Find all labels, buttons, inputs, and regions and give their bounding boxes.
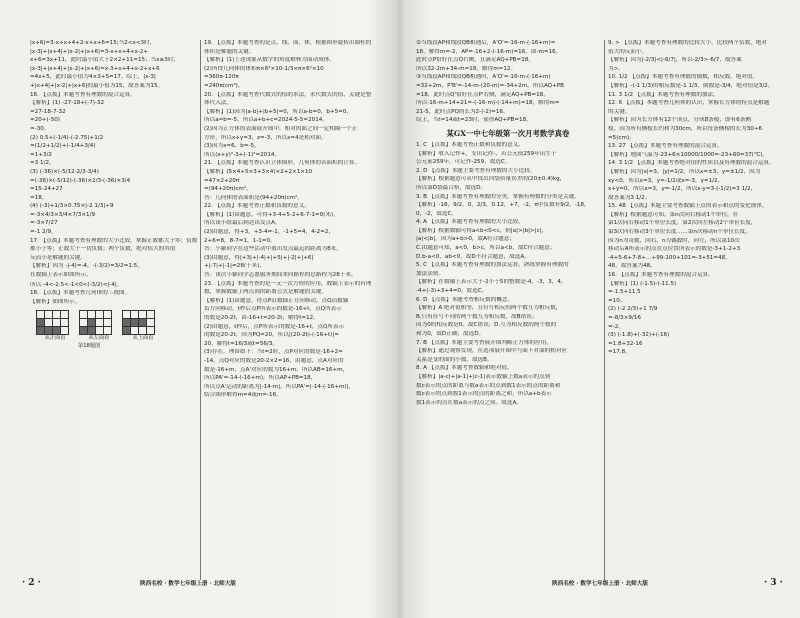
text-line: 【解析】因为长方体有12个顶点，分成8条棱，即有6条侧	[608, 117, 751, 124]
text-line: =10。	[608, 297, 626, 304]
text-line: 第1次向右移动1个单位长度，第2次向左移动2个单位长度，	[608, 220, 757, 227]
text-line: 因为0的相反数是0，故C错误；D.互为相反数的两个数的	[416, 322, 557, 329]
front-view-grid	[36, 310, 69, 335]
left-column-2	[204, 40, 388, 580]
text-line: 16. 【点拨】本题考查有理数的混合运算。	[608, 272, 714, 279]
text-line: (2)由题意，t秒后，点P所表示的数是-16+t，点Q所表示	[204, 323, 345, 330]
text-line: =1.8+32-16	[608, 340, 643, 347]
text-line: 11. 3 1/2 【点拨】本题考查有理数的加法。	[608, 91, 719, 98]
text-line: 所以点A'运动的距离为|-14-m|，所以PA'=|-14-(-16+m)|，	[204, 383, 355, 390]
text-line: =47×2+20π	[204, 177, 240, 184]
text-line: 所以 -4<-2.5<-1<0<(-3/2)<|-4|。	[30, 281, 123, 288]
right-page	[402, 0, 800, 618]
text-line: 【解析】(1)上述现象从数学的角度解释为面动成体。	[204, 57, 335, 64]
text-line: 的数是20-2t，因为PQ=20，所以|(20-2t)-(-16+t)|=	[204, 332, 339, 339]
text-line: (2)因为正方体的表面展开图中，相对的面之间一定相隔一个正	[204, 125, 358, 132]
text-line: 都小于零；正数大于一切负数；两个负数，绝对值大的其值	[30, 246, 176, 253]
text-line: 【解析】(1)由题意，可得+3-4+5-2+6-7-1=0(米)，	[204, 211, 339, 218]
text-line: 10. 1/2 【点拨】本题考查有理数的倒数，相反数，绝对值。	[608, 74, 759, 81]
text-line: 【解析】地面气温为-23+6×10000/1000=-23+60=37(℃)。	[608, 151, 769, 158]
left-page	[0, 0, 398, 618]
text-line: =15-24+27	[30, 186, 63, 193]
text-line: 19. 【点拨】本题考查的是点、线、面、体，根据图形旋转出圆柱的	[204, 40, 372, 46]
text-line: 结合图形解得m=4或m=-16。	[204, 392, 282, 399]
text-line: (2)所得几何体的体积π×6²×10-1/3×π×6²×10	[204, 65, 324, 72]
text-line: (4) (-3)+1/3×0.75×|-2 1/3|÷9	[30, 203, 114, 210]
text-line: 13. 27 【点拨】本题考查有理数的混合运算。	[608, 143, 723, 150]
text-line: =-30。	[30, 125, 50, 132]
text-line: -4+5-6+7-8+…+99-100+101=-3+51=48，	[608, 254, 731, 261]
text-line: 3. B 【点拨】本题考查有理数的分类，掌握有理数的分类是关键。	[416, 193, 580, 200]
text-line: (2) 0.5+(-1/4)-(-2.75)+1/2	[30, 134, 104, 141]
text-line: 关系是变的面的小数。故选B。	[416, 356, 493, 363]
view-caption: 从正面看	[44, 335, 66, 342]
text-line: -14，点Q对应的数是20-2×2=16，由题意，点A对应的	[204, 357, 344, 364]
text-line: 所以32-2m+34-m=18，解得m=12。	[416, 65, 517, 72]
text-line: 体积是解题的关键。	[204, 48, 255, 55]
text-line: 20. 【点拨】本题考查代数式的值的求法，求代数式的值，关键是整	[204, 91, 372, 98]
text-line: 反而小是解题的关键。	[30, 254, 86, 261]
left-view-grid	[79, 310, 112, 335]
text-line: 【解析】根据题意可知，第n次向右移动1个单位，在	[608, 211, 739, 218]
text-line: 公元前259年，可记作-259，故选C。	[416, 159, 511, 166]
text-line: =-8/3×9/16	[608, 315, 641, 321]
text-line: 【解析】-18，9/2，0，2/3，0.12，+7，-2，π中负数有9/2，-18，	[416, 202, 590, 209]
text-line: =3 1/2。	[30, 160, 55, 167]
text-line: 移动后A所表示的点在点位置所表示的数是-3+1-2+3	[608, 246, 741, 253]
page-footer: 陕西名校 · 数学七年级上册 · 北师大版	[552, 581, 648, 587]
text-line: 所以-16-m+14+21=-(-16-m)-(-14+m)=18，解得m=	[416, 100, 560, 107]
text-line: (2)由题意，得+3，+3-4=-1，-1+5=4，4-2=2，	[204, 229, 335, 236]
text-line: D.b-a<0，ab<0，故D不符合题意，故选A。	[416, 253, 530, 260]
text-line: 答：几何体的表面积是(94+20π)cm²。	[204, 194, 303, 201]
text-line: (2) (-2 2/3)÷1 7/9	[608, 306, 658, 313]
text-line: 【解析】因为|x|=3，|y|=1/2，所以x=±3，y=±1/2，因为	[608, 168, 761, 175]
column-divider	[604, 40, 605, 580]
text-line: 第3次向右移动3个单位长度……第n次移动n个单位长度，	[608, 229, 751, 236]
page-number: · 2 ·	[22, 578, 41, 588]
text-line: 15. 48 【点拨】本题主要考查数轴上点的表示和点的变化规律。	[608, 203, 768, 210]
text-line: 体代入法。	[204, 100, 232, 107]
text-line: 在数轴上表示如图所示。	[30, 272, 92, 279]
text-line: 14. 3 1/2 【点拨】本题考查绝对值的性质以及有理数的混合运算。	[608, 160, 775, 167]
text-line: =5(cm)。	[608, 134, 635, 141]
text-line: 和为0，故D正确；故选D。	[416, 331, 485, 337]
text-line: B.只有符号不同的两个数互为相反数，故B错误；	[416, 313, 538, 320]
right-column-1	[416, 40, 600, 580]
text-line: =(94+20π)cm²。	[204, 186, 252, 193]
text-line: 所以(x+y)²-3+(-1)²=2014。	[204, 151, 281, 158]
text-line: 【解析】根据题意可从中找出四袋质量误差的(20±0.4)kg，	[416, 176, 566, 183]
text-line: 棱。因为所有侧棱长约和为30cm，所以每条侧棱的长为30÷6	[608, 125, 763, 132]
text-line: 【解析】|a-c|+|a-1|+|c-1|表示数轴上数a表示的点到	[416, 373, 551, 380]
text-line: 12. 6 【点拨】本题考查几何体的认识，掌握长方体的特点是解题	[608, 100, 770, 107]
text-line: 【解析】(5×4+5×3+3×4)×2+2×1×10	[204, 168, 313, 175]
text-line: (3)由题意，得|+3|+|-4|+|+5|+|-2|+|+6|	[204, 254, 314, 261]
text-line: 【解析】在数轴上表示大于-2小于5的整数是-4，-3，3，4，	[416, 279, 567, 286]
three-views-figure	[30, 310, 206, 350]
text-line: =(1/2+1/2)+(-1/4+3/4)	[30, 143, 96, 150]
text-line: 4. A 【点拨】本题考查有理数的大小比较。	[416, 219, 524, 226]
text-line: 48，故答案为48。	[608, 263, 656, 270]
view-caption: 从上面看	[132, 335, 154, 342]
text-line: 的数是20-2t，由-16+t=20-2t，解得t=12。	[204, 315, 319, 321]
text-line: =360π-120π	[204, 74, 239, 81]
text-line: 18. 【点拨】本题考查几何体的三视图。	[30, 290, 131, 297]
text-line: 【解析】如图所示。	[30, 298, 81, 305]
text-line: |x+6|=3-x+x+4+2-x+x+6=15;当2<x<3时，	[30, 40, 156, 46]
text-line: 值大的反而小。	[608, 48, 648, 55]
text-line: 21. 【点拨】本题考查认识立体图形，几何体的表面积的计算。	[204, 160, 361, 167]
text-line: =-2。	[608, 323, 624, 330]
text-line: 【解析】(1) (-1.5)-(-11.5)	[608, 280, 677, 287]
text-line: =-1.5+11.5	[608, 289, 641, 296]
text-line: 21-5，此时点PQ的长为2-(-2)=16。	[416, 108, 509, 115]
text-line: 6. D 【点拨】本题考查相反数的概念。	[416, 296, 514, 303]
text-line: (3)存在。理由如下：当t=2时，点P对应的数是-16+2=	[204, 349, 343, 356]
text-line: 【解析】根据数轴可得a<b<0<c，则|a|>|b|>|c|，	[416, 227, 548, 234]
text-line: 所以第D袋最合格，故选D。	[416, 184, 487, 191]
text-line: 7. B 【点拨】本题主要考查展开图判断正方体的应用。	[416, 339, 552, 346]
text-line: (3) (-36)×(-5/12-2/3-3/4)	[30, 168, 99, 175]
page-footer: 陕西名校 · 数学七年级上册 · 北师大版	[140, 581, 236, 587]
text-line: =17.8。	[608, 349, 631, 356]
view-caption: 从左面看	[88, 335, 110, 342]
top-view-grid	[122, 310, 155, 335]
text-line: 0，-2，故选C。	[416, 210, 458, 217]
text-line: 【解析】收入记作+，支出记作-，若公元前259年出生于	[416, 150, 557, 157]
text-line: 5. C 【点拨】本题考查有理数的加法运算，熟练掌握有理数的	[416, 262, 569, 269]
text-line: 所以该小组最后到达出发点A。	[204, 220, 281, 227]
text-line: x+6=3x+11，此时最小值大于2×2+11=15；当x≥3时，	[30, 57, 180, 64]
text-line: 为>。	[608, 65, 624, 72]
text-line: 23. 【点拨】本题考查的是一元一次方程的应用，数轴上表示的有理	[204, 280, 372, 287]
text-line: 2+6=8，8-7=1，1-1=0。	[204, 237, 276, 244]
section-title: 某GX一中七年级第一次月考数学真卷	[446, 128, 570, 138]
text-line: =27-18-7-32	[30, 108, 66, 115]
text-line: =32+2m，P'B'=-14-m-(20-m)=-34+2m，所以AQ+PB	[416, 82, 564, 89]
text-line: 数，掌握数轴上两点间的距离公式是解题的关键。	[204, 289, 328, 296]
text-line: 此时点P恰好在点Q右侧，且满足AQ+PB=18，	[416, 57, 534, 64]
text-line: ②当线段AP和线段QB相遇后，A'Q'=-16-m-(-16+m)=	[416, 40, 556, 46]
text-line: (3)因为x=6，b=-5，	[204, 143, 260, 150]
text-line: 18，解得m=-2，AP=-16+2-(-16-m)=16，即-m=16。	[416, 48, 562, 55]
right-column-2	[608, 40, 788, 580]
text-line: =-1 2/9。	[30, 229, 57, 236]
text-line: +|x+4|+|x-2|+|x+6|的最小值为15，故答案为15。	[30, 82, 164, 89]
text-line: 因为n为奇数，向右，n为偶数时，向左，所以第10次	[608, 237, 740, 244]
text-line: 20，解得t=16/3或t=56/3。	[204, 340, 278, 347]
text-line: =18，此时点Q'恰好在点P'右侧，满足AQ+PB=18，	[416, 91, 549, 98]
text-line: =-3×4/3×3/4×7/3×1/9	[30, 211, 96, 218]
text-line: 【解析】通过观察发现，在选项展开图中与面下对面的相对应	[416, 348, 568, 355]
text-line: |x-3|+|x+4|+|x-2|+|x+6|=3-x+x+4+x-2+	[30, 48, 149, 55]
text-line: 2. D 【点拨】本题主要考查有理数的大小比较。	[416, 167, 536, 174]
text-line: 答：该次小颖同学志愿服务期间来回路程的总路程为28千米。	[204, 272, 357, 279]
text-line: +|-7|+|-1|=28(千米)，	[204, 263, 266, 270]
page-number: · 3 ·	[764, 578, 783, 588]
text-line: 【解析】(1)因为|a-b|+|b+5|=0，所以a-b=0，b+5=0，	[204, 108, 353, 115]
text-line: C.由题意可知，a<0，b>c，所以a<b，故C符合题意；	[416, 245, 556, 252]
figure-caption: 第18题图	[78, 343, 101, 349]
text-line: ③当线段AP和线段QB相遇时，A'Q'=-16-m-(-16+m)	[416, 74, 551, 81]
text-line: 【解析】-(-1 1/3)的相反数是-1 1/3，倒数是-3/4，绝对值是3/2。	[608, 82, 774, 89]
text-line: 方形，所以x+y=3，z=-3，所以x=4是相对面。	[204, 134, 327, 141]
text-line: 22. 【点拨】本题考查正数和负数的意义。	[204, 203, 310, 210]
text-line: 数c表示的点到数1表示的点的距离之和，所以a+b表示	[416, 391, 552, 398]
text-line: (3) (-1.8)+(-32)+(-16)	[608, 332, 670, 339]
text-line: 【解析】A.绝对值相等，且符号相反的两个数互为相反数，	[416, 305, 562, 312]
text-line: =18。	[30, 194, 48, 201]
text-line: 答：小颖同学在这些活动中离出发点最远的距离为8米。	[204, 246, 342, 253]
text-line: 【解析】(1)由题意，得点P沿数轴正方向移动，点Q沿数轴	[204, 297, 349, 304]
text-line: 综上，当t=14或t=23时，使得AQ+PB=18。	[416, 117, 532, 124]
text-line: =20+(-50)	[30, 117, 60, 124]
text-line: 负方向移动，t秒后点P所表示的数是-16+t，点Q所表示	[204, 306, 342, 313]
text-line: =4x+5，此时最小值为4×3+5=17。综上，|x-3|	[30, 74, 156, 81]
left-column-1	[30, 40, 206, 580]
text-line: =-3×7/27	[30, 220, 58, 227]
text-line: 的关键。	[608, 108, 631, 115]
text-line: 数是-16+m，点A'对应的数为16+m，所以AB=16+m，	[204, 366, 349, 373]
text-line: -4+(-3)+3+4=0，故选C。	[416, 288, 488, 295]
text-line: 8. A 【点拨】本题考查数轴和绝对值。	[416, 365, 513, 372]
text-line: =1+3/2	[30, 151, 52, 158]
text-line: |a|<|b|，因为a+b>0，故A符合题意；	[416, 236, 515, 243]
text-line: 故答案为3 1/2。	[608, 194, 651, 201]
text-line: 9. > 【点拨】本题考查有理数的比较大小，比较两个负数，绝对	[608, 40, 768, 46]
text-line: 【解析】因为|-2/3|<|-6/7|，所以-2/3>-6/7，故答案	[608, 57, 742, 64]
text-line: |x-3|+|x+4|+|x-2|+|x+6|=x-3+x+4+x-2+x+6	[30, 65, 160, 72]
text-line: x+y=0，所以x=3，y=-1/2，所以x-y=3-(-1/2)=3 1/2，	[608, 186, 757, 193]
text-line: 数1表示的点在数a表示的点之间。故选A。	[416, 399, 522, 406]
text-line: 【解析】因为 -|-4|=-4，-(-3/2)=3/2=1.5，	[30, 263, 143, 270]
text-line: 【解析】(1) -27-18+(-7)-32	[30, 100, 105, 107]
text-line: 所以PA'=-14-(-16+m)，所以AP+PB=18，	[204, 375, 317, 382]
text-line: 加法法则。	[416, 270, 444, 277]
text-line: 17. 【点拨】本题考查有理数的大小比较，掌握正数都大于零；负数	[30, 237, 198, 244]
text-line: 1. C 【点拨】本题考查正数和负数的意义。	[416, 141, 524, 148]
text-line: 数c表示的点的距离与数a表示的点到数1表示的点的距离和	[416, 382, 561, 389]
text-line: 所以a=b=-5，所以a+b+c=2024-5-5=2014。	[204, 117, 328, 124]
text-line: =240π(cm³)。	[204, 82, 244, 89]
column-divider	[200, 40, 201, 580]
text-line: =(-36)×(-5/12)-(-36)×2/3-(-36)×3/4	[30, 177, 131, 184]
text-line: 16. 【点拨】本题考查有理数的混合运算。	[30, 91, 136, 98]
text-line: xy<0，所以x=3，y=-1/2或x=-3，y=1/2，	[608, 177, 724, 184]
